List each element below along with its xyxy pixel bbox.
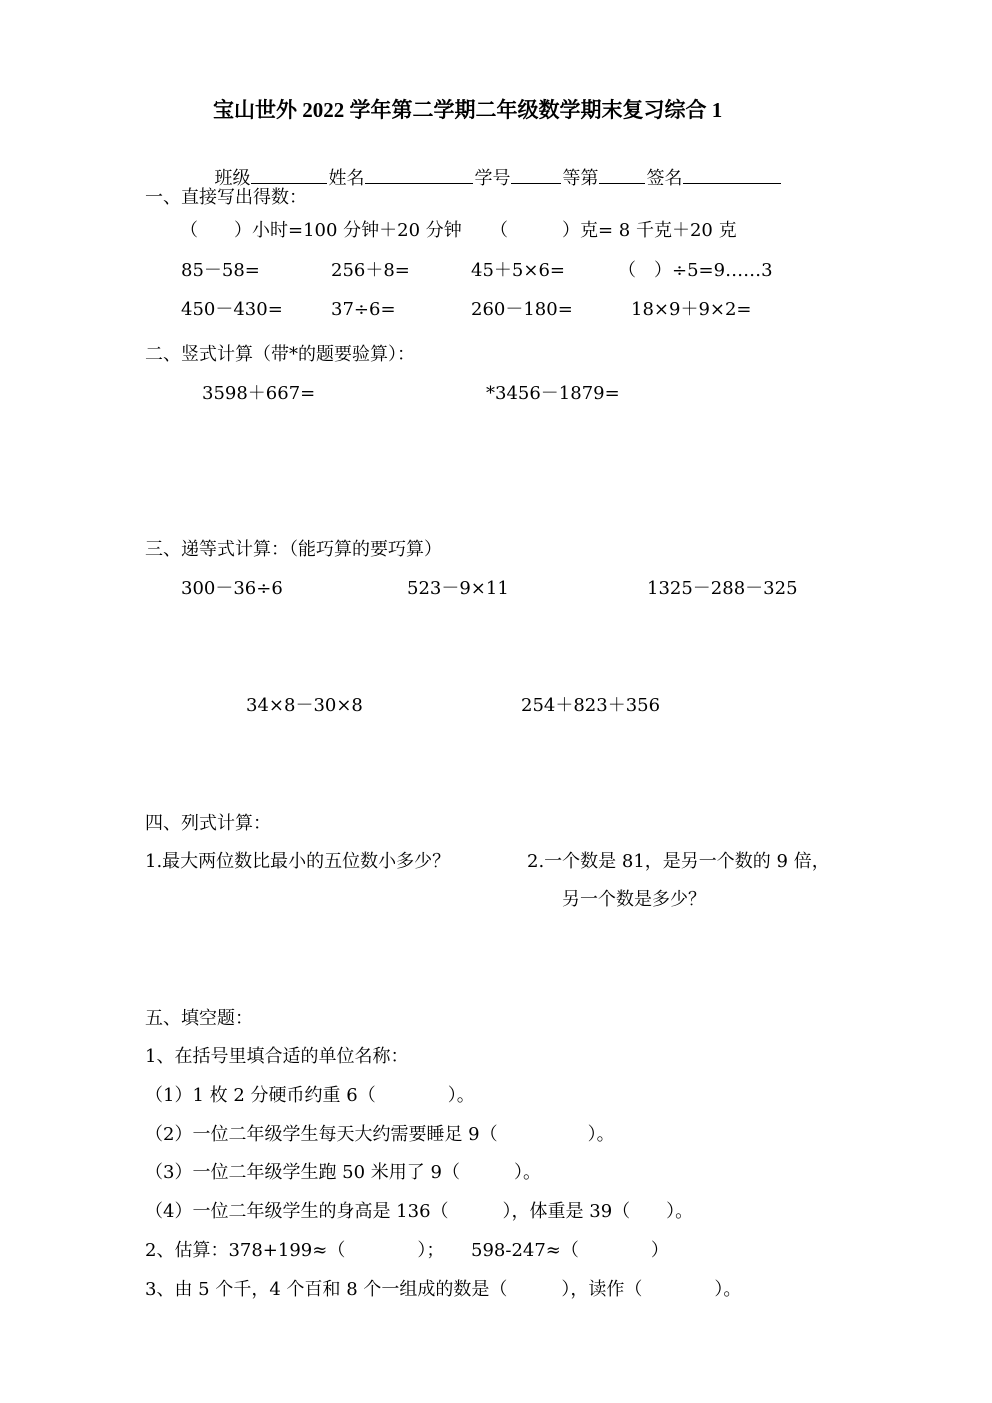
s5-question-1: 1、在括号里填合适的单位名称：: [145, 1046, 409, 1067]
s1-problem: 260－180=: [471, 299, 573, 320]
s2-problem: *3456－1879=: [486, 383, 620, 404]
s5-question-3: 3、由 5 个千，4 个百和 8 个一组成的数是（ ），读作（ ）。: [145, 1279, 742, 1300]
s3-problem: 300－36÷6: [181, 578, 283, 599]
s5-subquestion: （4）一位二年级学生的身高是 136（ ），体重是 39（ ）。: [145, 1201, 694, 1222]
section-5-heading: 五、填空题：: [145, 1008, 253, 1029]
s1-problem: 18×9＋9×2=: [631, 299, 752, 320]
sign-label: 签名: [646, 168, 683, 189]
sign-blank[interactable]: [683, 165, 781, 184]
s4-question-1: 1.最大两位数比最小的五位数小多少？: [145, 851, 451, 872]
section-3-heading: 三、递等式计算：（能巧算的要巧算）: [145, 539, 442, 560]
s3-problem: 34×8－30×8: [246, 695, 363, 716]
s4-question-2-cont: 另一个数是多少？: [562, 889, 706, 910]
s5-subquestion: （3）一位二年级学生跑 50 米用了 9（ ）。: [145, 1162, 541, 1183]
s3-problem: 1325－288－325: [647, 578, 798, 599]
section-4-heading: 四、列式计算：: [145, 813, 271, 834]
s1-problem: 37÷6=: [331, 299, 396, 320]
section-2-heading: 二、竖式计算（带*的题要验算）：: [145, 344, 415, 365]
grade-label: 等第: [562, 168, 599, 189]
class-blank[interactable]: [251, 165, 327, 184]
s1-problem: （ ）÷5=9……3: [618, 260, 773, 281]
s1-problem: 256＋8=: [331, 260, 410, 281]
number-blank[interactable]: [511, 165, 561, 184]
s1-problem: 450－430=: [181, 299, 283, 320]
s1-problem: 45＋5×6=: [471, 260, 565, 281]
s1-problem: （ ）克= 8 千克＋20 克: [490, 220, 737, 241]
s3-problem: 523－9×11: [407, 578, 509, 599]
s5-subquestion: （1）1 枚 2 分硬币约重 6（ ）。: [145, 1085, 475, 1106]
name-label: 姓名: [328, 168, 365, 189]
s1-problem: （ ）小时=100 分钟＋20 分钟: [180, 220, 462, 241]
s5-subquestion: （2）一位二年级学生每天大约需要睡足 9（ ）。: [145, 1124, 615, 1145]
s4-question-2: 2.一个数是 81，是另一个数的 9 倍，: [527, 851, 830, 872]
class-label: 班级: [214, 168, 251, 189]
grade-blank[interactable]: [599, 165, 645, 184]
s2-problem: 3598＋667=: [202, 383, 316, 404]
s5-question-2b: 598-247≈（ ）: [471, 1240, 669, 1261]
page-title: 宝山世外 2022 学年第二学期二年级数学期末复习综合 1: [213, 98, 723, 122]
s1-problem: 85－58=: [181, 260, 260, 281]
s3-problem: 254＋823＋356: [521, 695, 661, 716]
section-1-heading: 一、直接写出得数：: [145, 187, 307, 208]
number-label: 学号: [474, 168, 511, 189]
student-info-line: [203, 143, 782, 190]
name-blank[interactable]: [365, 165, 473, 184]
s5-question-2: 2、估算：378+199≈（ ）；: [145, 1240, 445, 1261]
